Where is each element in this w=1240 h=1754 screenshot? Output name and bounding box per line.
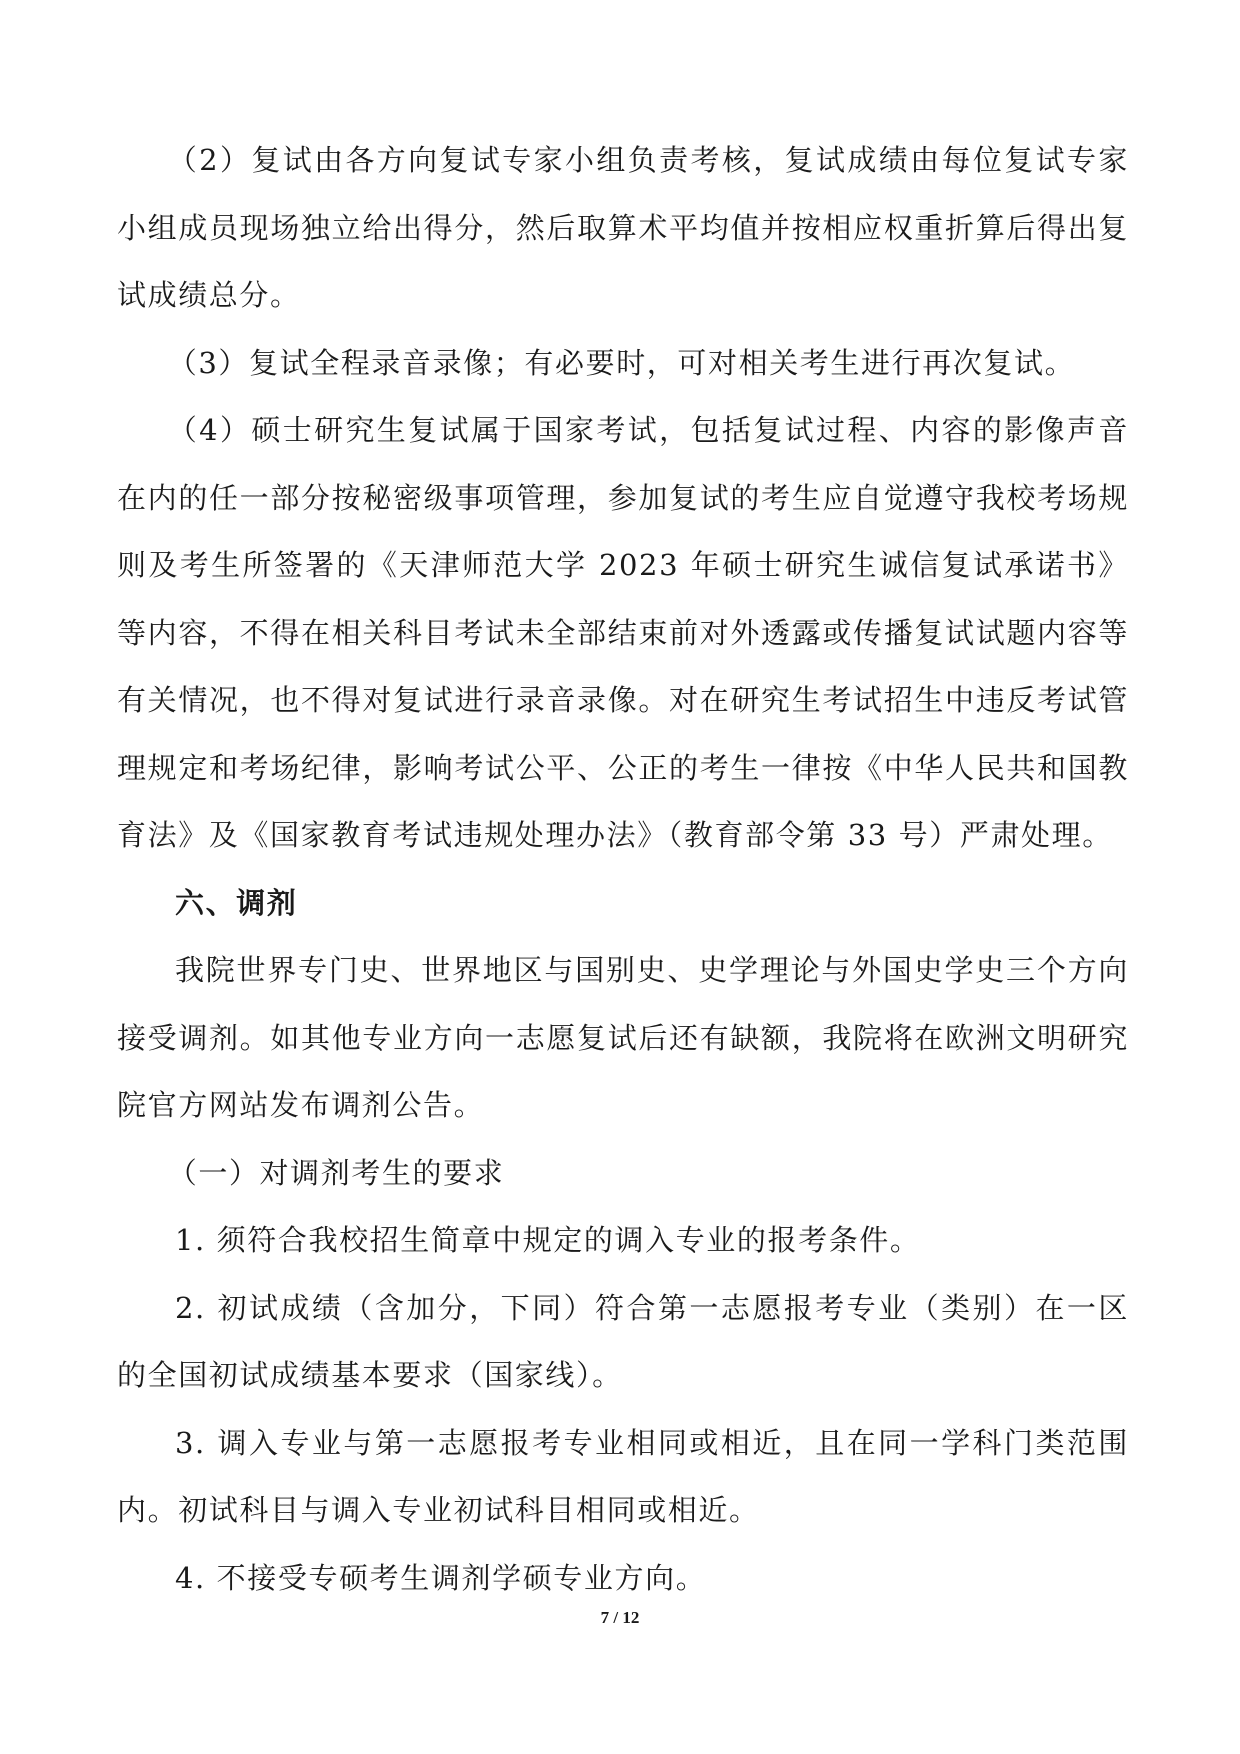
paragraph-confidentiality: （4）硕士研究生复试属于国家考试，包括复试过程、内容的影像声音在内的任一部分按秘密级事项管理，参加复试的考生应自觉遵守我校考场规则及考生所签署的《天津师范大学 2023 年硕士研究生诚信复试承诺书》等内容，不得在相关科目考试未全部结束前对外透露或传播复试试题内容等有关情况，也不得对复试进行录音录像。对在研究生考试招生中违反考试管理规定和考场纪律，影响考试公平、公正的考生一律按《中华人民共和国教育法》及《国家教育考试违规处理办法》（教育部令第 33 号）严肃处理。 bbox=[117, 413, 1129, 852]
requirement-item-4: 4. 不接受专硕考生调剂学硕专业方向。 bbox=[175, 1560, 707, 1595]
document-page bbox=[117, 127, 1129, 1612]
requirement-item-1: 1. 须符合我校招生简章中规定的调入专业的报考条件。 bbox=[175, 1223, 921, 1257]
paragraph-review-scoring: （2）复试由各方向复试专家小组负责考核，复试成绩由每位复试专家小组成员现场独立给出得分，然后取算术平均值并按相应权重折算后得出复试成绩总分。 bbox=[117, 143, 1129, 312]
subheading-requirements: （一）对调剂考生的要求 bbox=[167, 1155, 505, 1190]
paragraph-review-recording: （3）复试全程录音录像；有必要时，可对相关考生进行再次复试。 bbox=[167, 345, 1076, 380]
requirement-item-2: 2. 初试成绩（含加分，下同）符合第一志愿报考专业（类别）在一区的全国初试成绩基本要求（国家线）。 bbox=[117, 1290, 1129, 1392]
requirement-item-3: 3. 调入专业与第一志愿报考专业相同或相近，且在同一学科门类范围内。初试科目与调入专业初试科目相同或相近。 bbox=[117, 1425, 1129, 1527]
page-number: 7 / 12 bbox=[600, 1608, 640, 1627]
section-heading-adjustment: 六、调剂 bbox=[175, 885, 298, 920]
paragraph-adjustment-intro: 我院世界专门史、世界地区与国别史、史学理论与外国史学史三个方向接受调剂。如其他专业方向一志愿复试后还有缺额，我院将在欧洲文明研究院官方网站发布调剂公告。 bbox=[117, 953, 1129, 1122]
